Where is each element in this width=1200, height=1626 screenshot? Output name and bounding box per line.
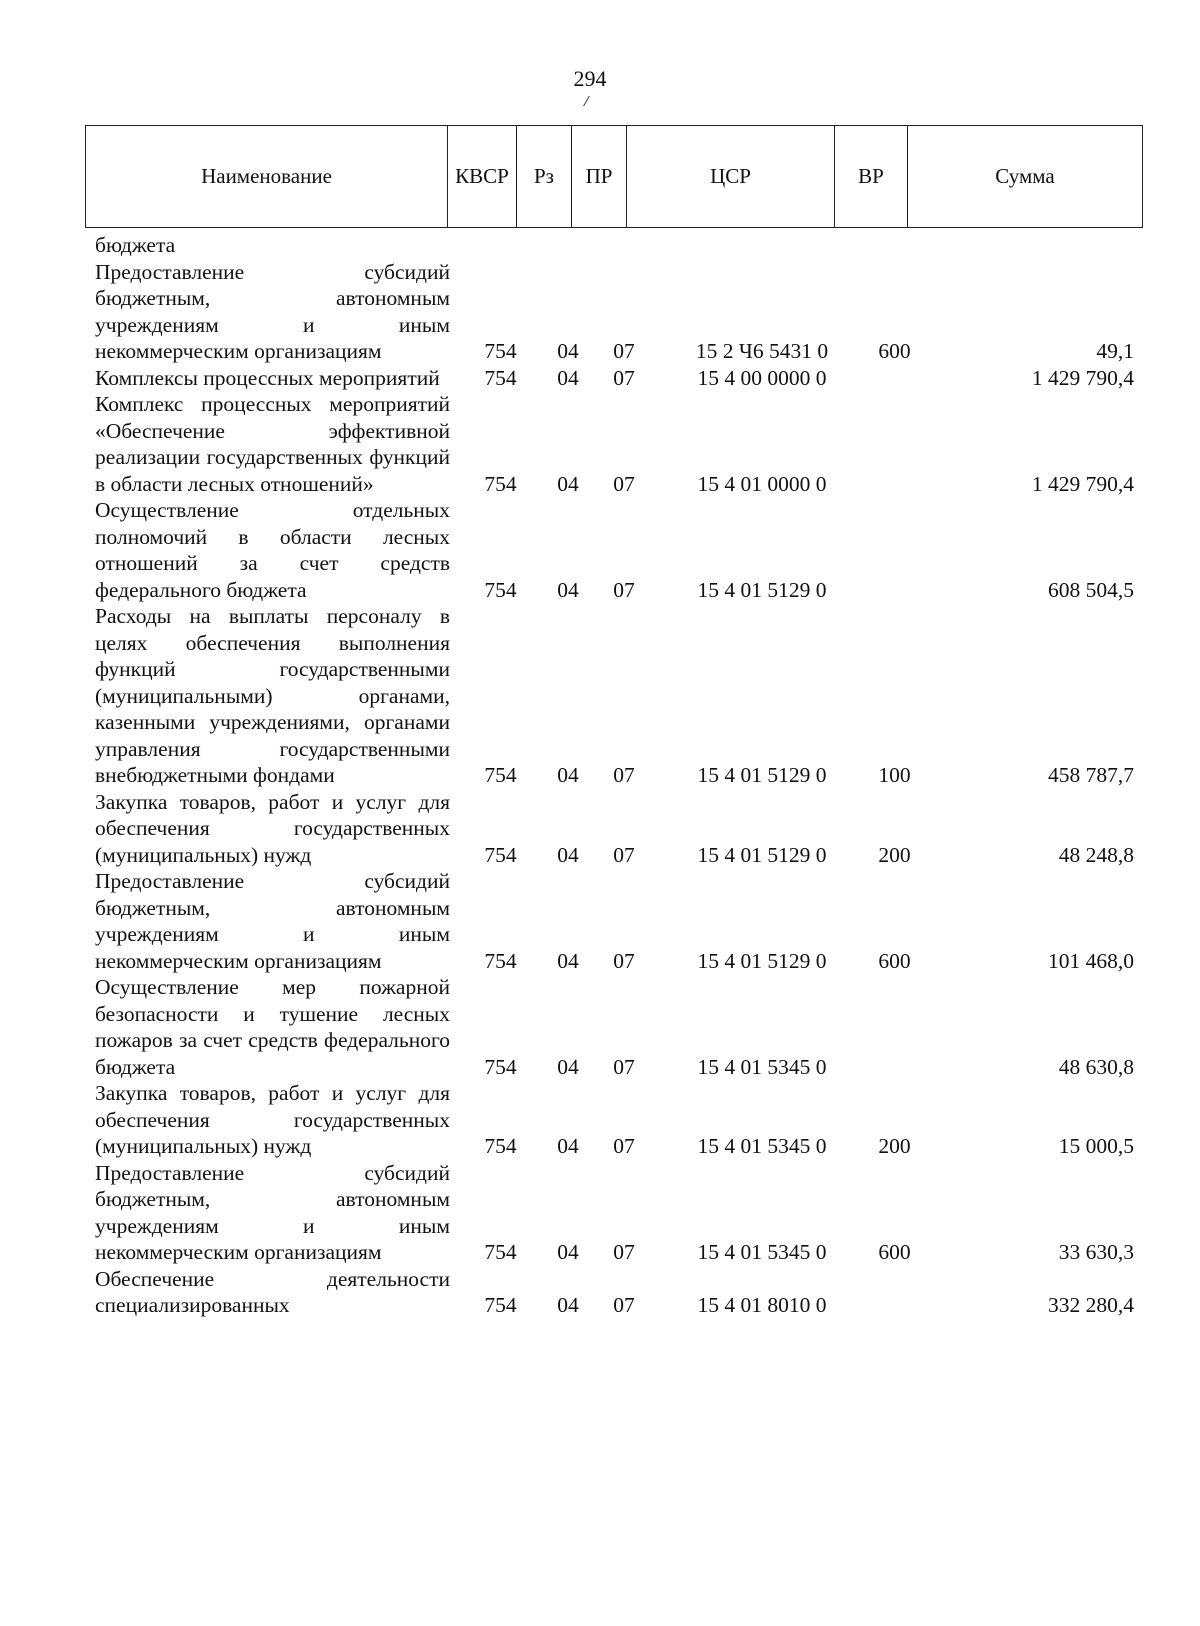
row-sum: 48 630,8	[1058, 1054, 1134, 1079]
row-pr: 07	[613, 1054, 635, 1079]
row-name: Осуществление отдельных полномочий в области лесных отношений за счет средств федерального бюджета	[95, 498, 450, 602]
row-rz: 04	[557, 577, 579, 602]
row-csr: 15 4 01 5129 0	[697, 842, 827, 867]
row-vr: 200	[878, 1134, 911, 1158]
row-pr: 07	[613, 842, 635, 867]
row-csr: 15 4 01 5129 0	[697, 948, 827, 973]
row-vr: 600	[878, 1240, 911, 1264]
header-vr: ВР	[835, 126, 908, 228]
row-vr: 100	[878, 763, 911, 787]
row-kvsr: 754	[484, 471, 517, 496]
row-name: Обеспечение деятельности специализированных	[95, 1266, 450, 1317]
row-sum: 33 630,3	[1058, 1240, 1134, 1264]
row-kvsr: 754	[484, 1134, 517, 1158]
table-header	[85, 125, 1143, 228]
header-rz: Рз	[517, 126, 572, 228]
row-name: Комплексы процессных мероприятий	[95, 365, 440, 390]
row-vr: 600	[878, 339, 911, 363]
row-kvsr: 754	[484, 1293, 517, 1317]
row-kvsr: 754	[484, 577, 517, 602]
row-rz: 04	[557, 1054, 579, 1079]
table-row	[95, 1160, 1142, 1266]
table-row	[95, 259, 1142, 365]
row-csr: 15 4 01 5129 0	[697, 763, 827, 787]
row-vr: 200	[878, 842, 911, 867]
row-csr: 15 4 01 5345 0	[697, 1054, 827, 1079]
row-kvsr: 754	[484, 842, 517, 867]
row-pr: 07	[613, 471, 635, 496]
header-kvsr: КВСР	[448, 126, 517, 228]
table-row	[95, 974, 1142, 1080]
row-pr: 07	[613, 948, 635, 973]
row-pr: 07	[613, 1134, 635, 1158]
row-kvsr: 754	[484, 1054, 517, 1079]
row-kvsr: 754	[484, 763, 517, 787]
table-row	[95, 232, 1142, 259]
header-csr: ЦСР	[627, 126, 835, 228]
row-vr: 600	[878, 948, 911, 973]
row-pr: 07	[613, 763, 635, 787]
row-csr: 15 4 01 5345 0	[697, 1134, 827, 1158]
row-rz: 04	[557, 1240, 579, 1264]
row-name: Предоставление субсидий бюджетным, автономным учреждениям и иным некоммерческим организациям	[95, 869, 450, 973]
row-csr: 15 2 Ч6 5431 0	[695, 339, 829, 363]
row-pr: 07	[613, 1240, 635, 1264]
row-name: Закупка товаров, работ и услуг для обеспечения государственных (муниципальных) нужд	[95, 1081, 450, 1158]
row-pr: 07	[613, 577, 635, 602]
table-row	[95, 391, 1142, 497]
row-kvsr: 754	[484, 365, 517, 390]
table-row	[95, 365, 1142, 392]
row-kvsr: 754	[484, 948, 517, 973]
row-name: Осуществление мер пожарной безопасности и тушение лесных пожаров за счет средств федерального бюджета	[95, 975, 450, 1079]
header-name: Наименование	[86, 126, 448, 228]
row-sum: 332 280,4	[1048, 1293, 1134, 1317]
header-sum: Сумма	[908, 126, 1143, 228]
row-rz: 04	[557, 1134, 579, 1158]
row-name: Закупка товаров, работ и услуг для обеспечения государственных (муниципальных) нужд	[95, 789, 450, 867]
row-name: Предоставление субсидий бюджетным, автономным учреждениям и иным некоммерческим организациям	[95, 259, 450, 363]
row-kvsr: 754	[484, 339, 517, 363]
table-body	[95, 232, 1142, 1319]
row-pr: 07	[613, 1293, 635, 1317]
row-csr: 15 4 00 0000 0	[697, 365, 827, 390]
table-row	[95, 868, 1142, 974]
row-rz: 04	[557, 339, 579, 363]
row-sum: 15 000,5	[1058, 1134, 1134, 1158]
row-rz: 04	[557, 1293, 579, 1317]
row-sum: 1 429 790,4	[1031, 365, 1134, 390]
table-row	[95, 497, 1142, 603]
page-number-mark	[583, 96, 598, 106]
row-sum: 608 504,5	[1048, 577, 1134, 602]
row-sum: 48 248,8	[1058, 842, 1134, 867]
table-row	[95, 789, 1142, 869]
row-name: бюджета	[95, 233, 176, 257]
row-name: Предоставление субсидий бюджетным, автономным учреждениям и иным некоммерческим организациям	[95, 1160, 450, 1264]
row-sum: 458 787,7	[1048, 763, 1134, 787]
row-csr: 15 4 01 5345 0	[697, 1240, 827, 1264]
row-rz: 04	[557, 471, 579, 496]
table-row	[95, 603, 1142, 789]
row-name: Расходы на выплаты персоналу в целях обеспечения выполнения функций государственными (муниципальными) органами, казенными учреждениями, органами управления государственными внебюджетными фондами	[95, 604, 450, 787]
row-csr: 15 4 01 0000 0	[697, 471, 827, 496]
row-sum: 49,1	[1096, 339, 1134, 363]
table-row	[95, 1080, 1142, 1160]
row-rz: 04	[557, 365, 579, 390]
page-number: 294	[573, 66, 607, 91]
table-row	[95, 1266, 1142, 1319]
header-pr: ПР	[572, 126, 627, 228]
row-name: Комплекс процессных мероприятий «Обеспечение эффективной реализации государственных функций в области лесных отношений»	[95, 392, 450, 496]
row-rz: 04	[557, 763, 579, 787]
row-rz: 04	[557, 948, 579, 973]
row-rz: 04	[557, 842, 579, 867]
row-sum: 101 468,0	[1048, 948, 1134, 973]
row-sum: 1 429 790,4	[1031, 471, 1134, 496]
row-csr: 15 4 01 5129 0	[697, 577, 827, 602]
row-csr: 15 4 01 8010 0	[697, 1293, 827, 1317]
row-kvsr: 754	[484, 1240, 517, 1264]
row-pr: 07	[613, 339, 635, 363]
row-pr: 07	[613, 365, 635, 390]
